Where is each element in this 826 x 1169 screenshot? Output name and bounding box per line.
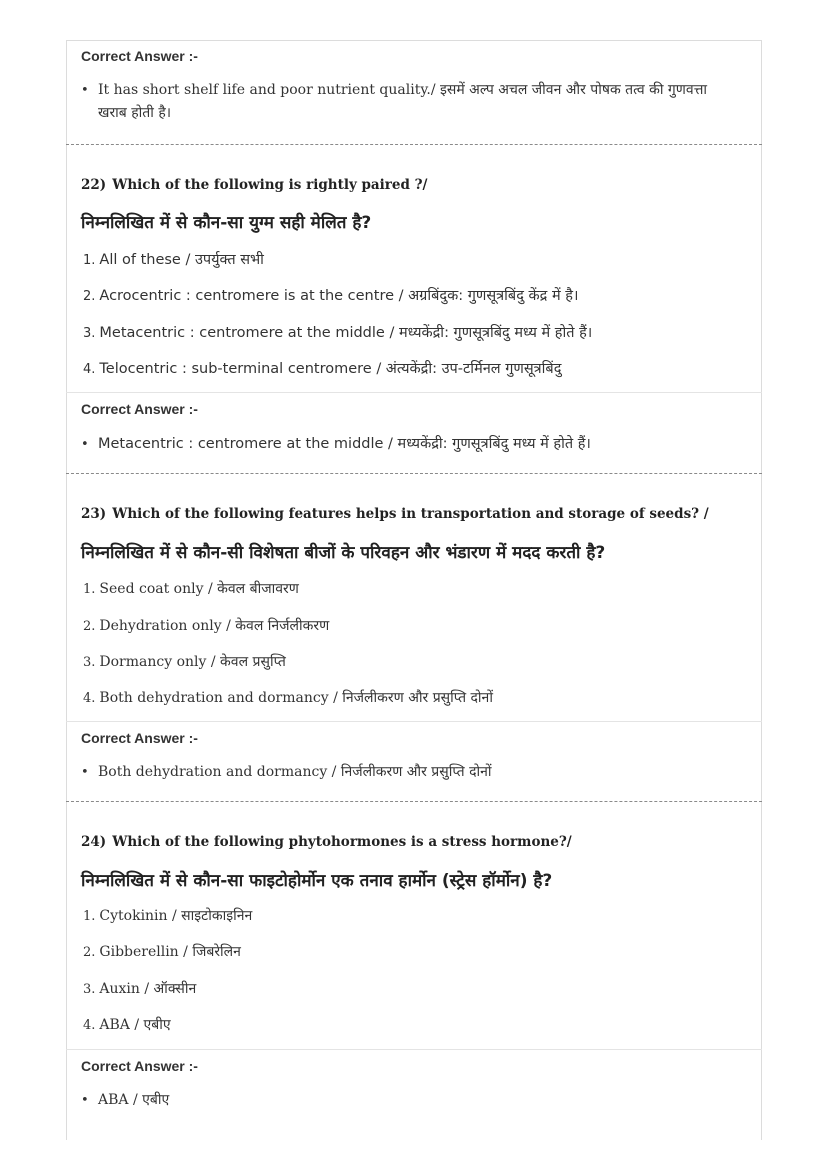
option-text: Dehydration only / केवल निर्जलीकरण (99, 618, 330, 634)
option-text: Telocentric : sub-terminal centromere / अंत्यकेंद्री: उप-टर्मिनल गुणसूत्रबिंदु (99, 361, 562, 377)
option-number: 2. (83, 619, 96, 634)
option-number: 4. (83, 691, 96, 706)
question-divider (66, 144, 762, 145)
q24-option-2 (83, 942, 241, 961)
q23-option-4 (83, 688, 493, 707)
option-number: 1. (83, 909, 96, 924)
q23-option-2 (83, 616, 329, 635)
option-text: ABA / एबीए (99, 1017, 171, 1033)
q23-option-1 (83, 579, 299, 598)
answer-divider (66, 392, 762, 393)
option-number: 1. (83, 582, 96, 597)
option-text: All of these / उपर्युक्त सभी (99, 252, 264, 268)
q22-answer (81, 433, 591, 453)
q22-question-en (81, 177, 428, 193)
option-text: Both dehydration and dormancy / निर्जलीकरण और प्रसुप्ति दोनों (99, 690, 493, 706)
option-number: 3. (83, 982, 96, 997)
option-number: 1. (83, 253, 96, 268)
q24-option-3 (83, 979, 196, 998)
answer-divider (66, 721, 762, 722)
question-divider (66, 801, 762, 802)
q24-option-1 (83, 906, 252, 925)
bullet-icon: • (81, 83, 89, 98)
option-text: Seed coat only / केवल बीजावरण (99, 581, 299, 597)
q24-number: 24) (81, 834, 107, 850)
option-number: 2. (83, 289, 96, 304)
option-number: 3. (83, 326, 96, 341)
q23-option-3 (83, 652, 286, 671)
q21-answer (81, 80, 707, 99)
q23-question-en (81, 506, 709, 522)
q22-option-4 (83, 358, 561, 378)
correct-answer-label: Correct Answer :- (81, 730, 198, 746)
option-number: 4. (83, 362, 96, 377)
q24-question-en (81, 834, 572, 850)
q22-number: 22) (81, 177, 107, 193)
q22-option-1 (83, 249, 264, 269)
option-number: 4. (83, 1018, 96, 1033)
q22-question-en-text: Which of the following is rightly paired ?/ (112, 177, 428, 193)
option-text: Cytokinin / साइटोकाइनिन (99, 908, 253, 924)
option-text: Dormancy only / केवल प्रसुप्ति (99, 654, 286, 670)
bullet-icon: • (81, 765, 89, 780)
q23-question-en-text: Which of the following features helps in transportation and storage of seeds? / (112, 506, 709, 522)
q23-answer-text: Both dehydration and dormancy / निर्जलीकरण और प्रसुप्ति दोनों (98, 764, 492, 780)
bullet-icon: • (81, 1093, 89, 1108)
q24-answer-text: ABA / एबीए (98, 1092, 170, 1108)
option-number: 2. (83, 945, 96, 960)
q24-question-en-text: Which of the following phytohormones is a stress hormone?/ (112, 834, 572, 850)
q23-question-hi: निम्नलिखित में से कौन-सी विशेषता बीजों के परिवहन और भंडारण में मदद करती है? (81, 543, 606, 563)
option-text: Metacentric : centromere at the middle / मध्यकेंद्री: गुणसूत्रबिंदु मध्य में होते हैं। (99, 325, 593, 341)
q23-answer (81, 762, 492, 781)
correct-answer-label: Correct Answer :- (81, 48, 198, 64)
option-text: Auxin / ऑक्सीन (99, 981, 197, 997)
q23-number: 23) (81, 506, 107, 522)
q24-question-hi: निम्नलिखित में से कौन-सा फाइटोहोर्मोन एक तनाव हार्मोन (स्ट्रेस हॉर्मोन) है? (81, 871, 553, 891)
q24-answer (81, 1090, 169, 1109)
answer-divider (66, 1049, 762, 1050)
question-divider (66, 473, 762, 474)
q22-question-hi: निम्नलिखित में से कौन-सा युग्म सही मेलित है? (81, 213, 372, 233)
correct-answer-label: Correct Answer :- (81, 401, 198, 417)
q24-option-4 (83, 1015, 171, 1034)
correct-answer-label: Correct Answer :- (81, 1058, 198, 1074)
q21-answer-line2: खराब होती है। (98, 105, 172, 121)
option-text: Acrocentric : centromere is at the centre / अग्रबिंदुक: गुणसूत्रबिंदु केंद्र में है। (99, 288, 579, 304)
option-number: 3. (83, 655, 96, 670)
option-text: Gibberellin / जिबरेलिन (99, 944, 241, 960)
bullet-icon: • (81, 437, 89, 452)
q22-option-3 (83, 322, 592, 342)
q21-answer-line1: It has short shelf life and poor nutrient quality./ इसमें अल्प अचल जीवन और पोषक तत्व की गुणवत्ता (98, 82, 708, 98)
q22-option-2 (83, 285, 578, 305)
q22-answer-text: Metacentric : centromere at the middle / मध्यकेंद्री: गुणसूत्रबिंदु मध्य में होते हैं। (98, 436, 591, 452)
